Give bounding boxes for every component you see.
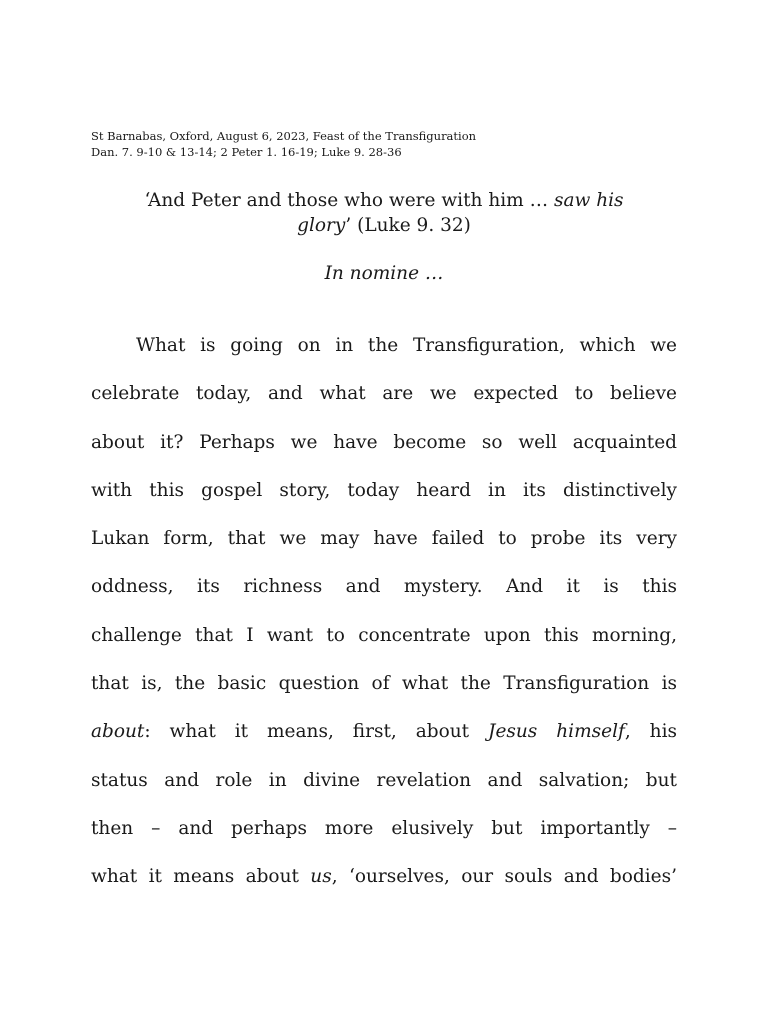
body-line-12-start: what it means about (91, 866, 311, 888)
sermon-body (91, 333, 677, 913)
body-line-2: celebrate today, and what are we expected to believe (91, 383, 677, 405)
body-line-6: oddness, its richness and mystery. And it is this (91, 576, 677, 598)
quote-italic-glory: glory (297, 215, 346, 236)
quote-text-start: ‘And Peter and those who were with him … (144, 190, 554, 211)
body-line-9 (91, 719, 677, 767)
body-line-10: status and role in divine revelation and salvation; but (91, 769, 677, 791)
body-line-12 (91, 864, 677, 912)
body-line-1: What is going on in the Transfiguration, which we (136, 335, 677, 356)
body-line-9-mid: : what it means, first, about (144, 721, 489, 743)
body-italic-about: about (91, 721, 145, 743)
body-line-4: with this gospel story, today heard in its distinctively (91, 479, 677, 501)
header-readings: Dan. 7. 9-10 & 13-14; 2 Peter 1. 16-19; Luke 9. 28-36 (91, 144, 402, 159)
epigraph-quote (91, 188, 677, 238)
body-line-9-end: , his (624, 721, 678, 743)
sermon-header (91, 129, 677, 160)
quote-citation: ’ (Luke 9. 32) (345, 215, 471, 236)
body-line-7: challenge that I want to concentrate upon this morning, (91, 624, 677, 646)
body-line-12-end: , ‘ourselves, our souls and bodies’ (331, 866, 677, 888)
quote-italic-saw-his: saw his (553, 190, 624, 211)
body-line-5: Lukan form, that we may have failed to probe its very (91, 528, 677, 550)
body-line-11: then – and perhaps more elusively but importantly – (91, 817, 677, 839)
invocation: In nomine … (324, 263, 444, 284)
body-line-8: that is, the basic question of what the Transfiguration is (91, 673, 677, 695)
body-italic-us: us (310, 866, 332, 888)
body-line-3: about it? Perhaps we have become so well acquainted (91, 431, 677, 453)
header-occasion: St Barnabas, Oxford, August 6, 2023, Feast of the Transfiguration (91, 129, 477, 143)
body-italic-jesus-himself: Jesus himself (488, 721, 625, 743)
